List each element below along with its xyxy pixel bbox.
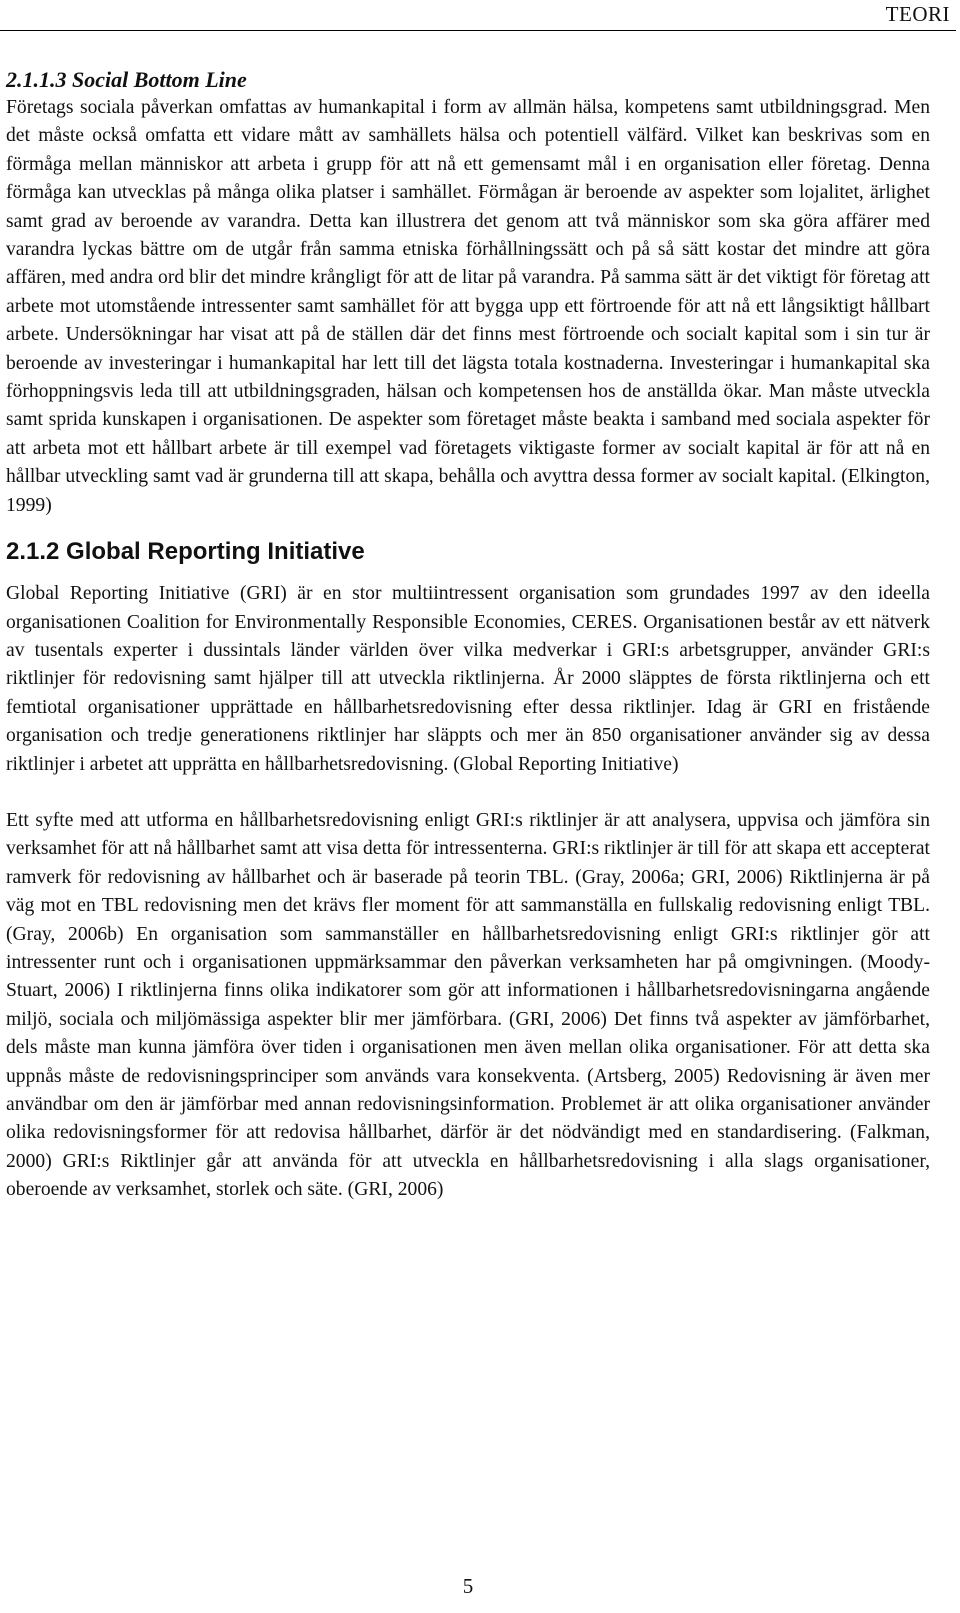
subsection-heading-social-bottom-line: 2.1.1.3 Social Bottom Line bbox=[6, 67, 247, 92]
paragraph-gri-intro: Global Reporting Initiative (GRI) är en stor multiintressent organisation som grundades 1997 av den ideella organisationen Coalition for Environmentally Responsible Economies, CERES. Organisationen består av ett nätverk av tusentals experter i dussintals länder världen över vilka medverkar i GRI:s arbetsgrupper, använder GRI:s riktlinjer för redovisning samt hjälper till att utveckla riktlinjerna. År 2000 släpptes de första riktlinjerna och ett femtiotal organisationer upprättade en hållbarhetsredovisning efter dessa riktlinjer. Idag är GRI en fristående organisation och tredje generationens riktlinjer har släppts och mer än 850 organisationer använder sig av dessa riktlinjer i arbetet att upprätta en hållbarhetsredovisning. (Global Reporting Initiative) bbox=[6, 583, 930, 775]
page-number: 5 bbox=[462, 1574, 474, 1598]
paragraph-social-bottom-line: Företags sociala påverkan omfattas av humankapital i form av allmän hälsa, kompetens samt utbildningsgrad. Men det måste också omfatta ett vidare mått av samhällets hälsa och potentiell välfärd. Vilket kan beskrivas som en förmåga mellan människor att arbeta i grupp för att nå ett gemensamt mål i en organisation eller företag. Denna förmåga kan utvecklas på många olika platser i samhället. Förmågan är beroende av aspekter som lojalitet, ärlighet samt grad av beroende av varandra. Detta kan illustrera det genom att två människor som ska göra affärer med varandra lyckas bättre om de utgår från samma etniska förhållningssätt och på så sätt kostar det mindre att göra affären, med andra ord blir det mindre krångligt för att de litar på varandra. På samma sätt är det viktigt för företag att arbete mot utomstående intressenter samt samhället för att bygga upp ett förtroende för att nå ett långsiktigt hållbart arbete. Undersökningar har visat att på de ställen där det finns mest förtroende och socialt kapital som i sin tur är beroende av investeringar i humankapital har lett till det lägsta totala kostnaderna. Investeringar i humankapital ska förhoppningsvis leda till att utbildningsgraden, hälsan och kompetensen hos de anställda ökar. Man måste utveckla samt sprida kunskapen i organisationen. De aspekter som företaget måste beakta i samband med sociala aspekter för att arbeta mot ett hållbart arbete är till exempel vad företagets viktigaste former av socialt kapital är för att nå en hållbar utveckling samt vad är grunderna till att skapa, behålla och avyttra dessa former av socialt kapital. (Elkington, 1999) bbox=[6, 97, 930, 516]
running-header-title: TEORI bbox=[885, 2, 950, 26]
section-heading-gri: 2.1.2 Global Reporting Initiative bbox=[6, 538, 365, 566]
document-body bbox=[6, 66, 930, 1205]
paragraph-gri-purpose: Ett syfte med att utforma en hållbarhetsredovisning enligt GRI:s riktlinjer är att analysera, uppvisa och jämföra sin verksamhet för att nå hållbarhet samt att visa detta för intressenterna. GRI:s riktlinjer är till för att skapa ett accepterat ramverk för redovisning av hållbarhet och är baserade på teorin TBL. (Gray, 2006a; GRI, 2006) Riktlinjerna är på väg mot en TBL redovisning men det krävs fler moment för att sammanställa en fullskalig redovisning enligt TBL. (Gray, 2006b) En organisation som sammanställer en hållbarhetsredovisning enligt GRI:s riktlinjer gör att intressenter runt och i organisationen uppmärksammar den påverkan verksamheten har på omgivningen. (Moody-Stuart, 2006) I riktlinjerna finns olika indikatorer som gör att informationen i hållbarhetsredovisningarna angående miljö, sociala och miljömässiga aspekter blir mer jämförbara. (GRI, 2006) Det finns två aspekter av jämförbarhet, dels måste man kunna jämföra över tiden i organisationen men även mellan olika organisationer. För att detta ska uppnås måste de redovisningsprinciper som används vara konsekventa. (Artsberg, 2005) Redovisning är även mer användbar om den är jämförbar med annan redovisningsinformation. Problemet är att olika organisationer använder olika redovisningsformer för att redovisa hållbarhet, därför är det nödvändigt med en standardisering. (Falkman, 2000) GRI:s Riktlinjer går att använda för att utveckla en hållbarhetsredovisning i alla slags organisationer, oberoende av verksamhet, storlek och säte. (GRI, 2006) bbox=[6, 809, 930, 1201]
paragraph-spacer bbox=[6, 779, 930, 807]
running-header bbox=[0, 0, 956, 31]
